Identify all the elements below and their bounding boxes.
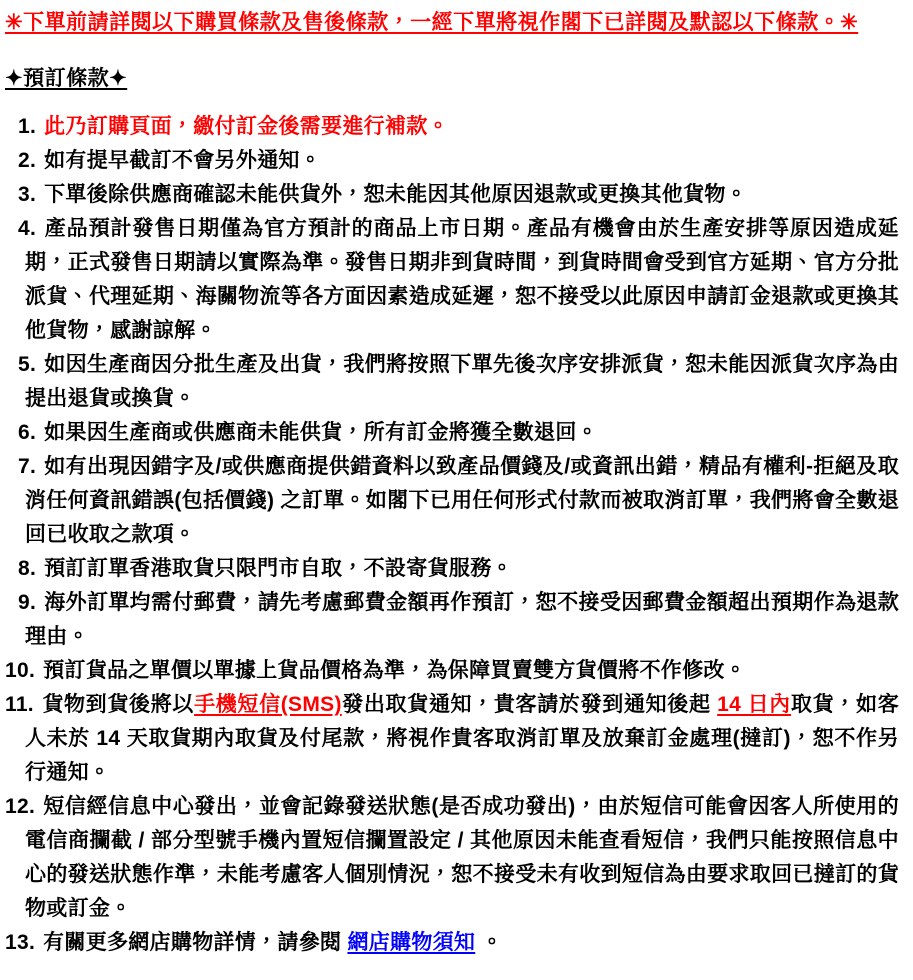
term-text-segment: 。 — [475, 931, 503, 954]
term-item — [5, 144, 899, 178]
term-item-number: 8. — [18, 557, 37, 580]
term-text-segment: 下單後除供應商確認未能供貨外，恕未能因其他原因退款或更換其他貨物。 — [44, 183, 748, 206]
term-item — [5, 790, 899, 926]
term-text-segment: 取貨，如客人未於 14 天取貨期內取貨及付尾款，將視作貴客取消訂單及放棄訂金處理(撻訂)，恕不作另行通知。 — [25, 693, 899, 784]
term-text-segment: 如因生產商因分批生產及出貨，我們將按照下單先後次序安排派貨，恕未能因派貨次序為由提出退貨或換貨。 — [25, 353, 899, 410]
term-item — [5, 178, 899, 212]
term-item — [5, 416, 899, 450]
term-item-number: 4. — [18, 217, 37, 240]
term-text-segment: 海外訂單均需付郵費，請先考慮郵費金額再作預訂，恕不接受因郵費金額超出預期作為退款理由。 — [25, 591, 899, 648]
term-text-segment: 短信經信息中心發出，並會記錄發送狀態(是否成功發出)，由於短信可能會因客人所使用的電信商攔截 / 部分型號手機內置短信攔置設定 / 其他原因未能查看短信，我們只能按照信息中心的發送狀態作準，未能考慮客人個別情況，恕不接受未有收到短信為由要求取回已撻訂的貨物或訂金。 — [25, 795, 899, 920]
term-item-number: 7. — [18, 455, 37, 478]
term-item — [5, 586, 899, 654]
term-text-segment: 手機短信(SMS) — [194, 693, 342, 716]
term-item — [5, 348, 899, 416]
term-item-number: 12. — [5, 795, 36, 818]
term-text-segment: 預訂貨品之單價以單據上貨品價格為準，為保障買賣雙方貨價將不作修改。 — [43, 659, 746, 682]
term-item — [5, 926, 899, 960]
term-text-segment: 如果因生產商或供應商未能供貨，所有訂金將獲全數退回。 — [44, 421, 598, 444]
term-text-segment: 14 日內 — [717, 693, 791, 716]
term-item-number: 11. — [5, 693, 34, 716]
term-item-number: 9. — [18, 591, 37, 614]
term-text-segment: 產品預計發售日期僅為官方預計的商品上市日期。產品有機會由於生產安排等原因造成延期，正式發售日期請以實際為準。發售日期非到貨時間，到貨時間會受到官方延期、官方分批派貨、代理延期、海關物流等各方面因素造成延遲，恕不接受以此原因申請訂金退款或更換其他貨物，感謝諒解。 — [25, 217, 899, 342]
term-item-number: 1. — [18, 115, 37, 138]
shop-guide-link[interactable]: 網店購物須知 — [347, 931, 476, 954]
term-text-segment: 發出取貨通知，貴客請於發到通知後起 — [341, 693, 718, 716]
term-item — [5, 552, 899, 586]
term-item-number: 3. — [18, 183, 37, 206]
term-item — [5, 450, 899, 552]
term-item-number: 2. — [18, 149, 37, 172]
term-item-number: 10. — [5, 659, 36, 682]
section-heading-preorder-terms: ✦預訂條款✦ — [5, 67, 128, 90]
term-item — [5, 654, 899, 688]
term-item — [5, 212, 899, 348]
preorder-warning-banner: ✳下單前請詳閱以下購買條款及售後條款，一經下單將視作閣下已詳閱及默認以下條款。✳ — [5, 11, 859, 34]
term-item — [5, 110, 899, 144]
term-item-number: 5. — [18, 353, 37, 376]
term-text-segment: 如有提早截訂不會另外通知。 — [44, 149, 322, 172]
term-text-segment: 如有出現因錯字及/或供應商提供錯資料以致產品價錢及/或資訊出錯，精品有權利-拒絕及取消任何資訊錯誤(包括價錢) 之訂單。如閣下已用任何形式付款而被取消訂單，我們將會全數退回已收取之款項。 — [25, 455, 899, 546]
term-item — [5, 688, 899, 790]
term-item-number: 13. — [5, 931, 36, 954]
term-item-number: 6. — [18, 421, 37, 444]
term-text-segment: 貨物到貨後將以 — [41, 693, 195, 716]
term-text-segment: 此乃訂購頁面，繳付訂金後需要進行補款。 — [44, 115, 449, 138]
term-text-segment: 預訂訂單香港取貨只限門市自取，不設寄貨服務。 — [44, 557, 513, 580]
term-text-segment: 有關更多網店購物詳情，請參閱 — [43, 931, 348, 954]
terms-list — [5, 110, 899, 960]
